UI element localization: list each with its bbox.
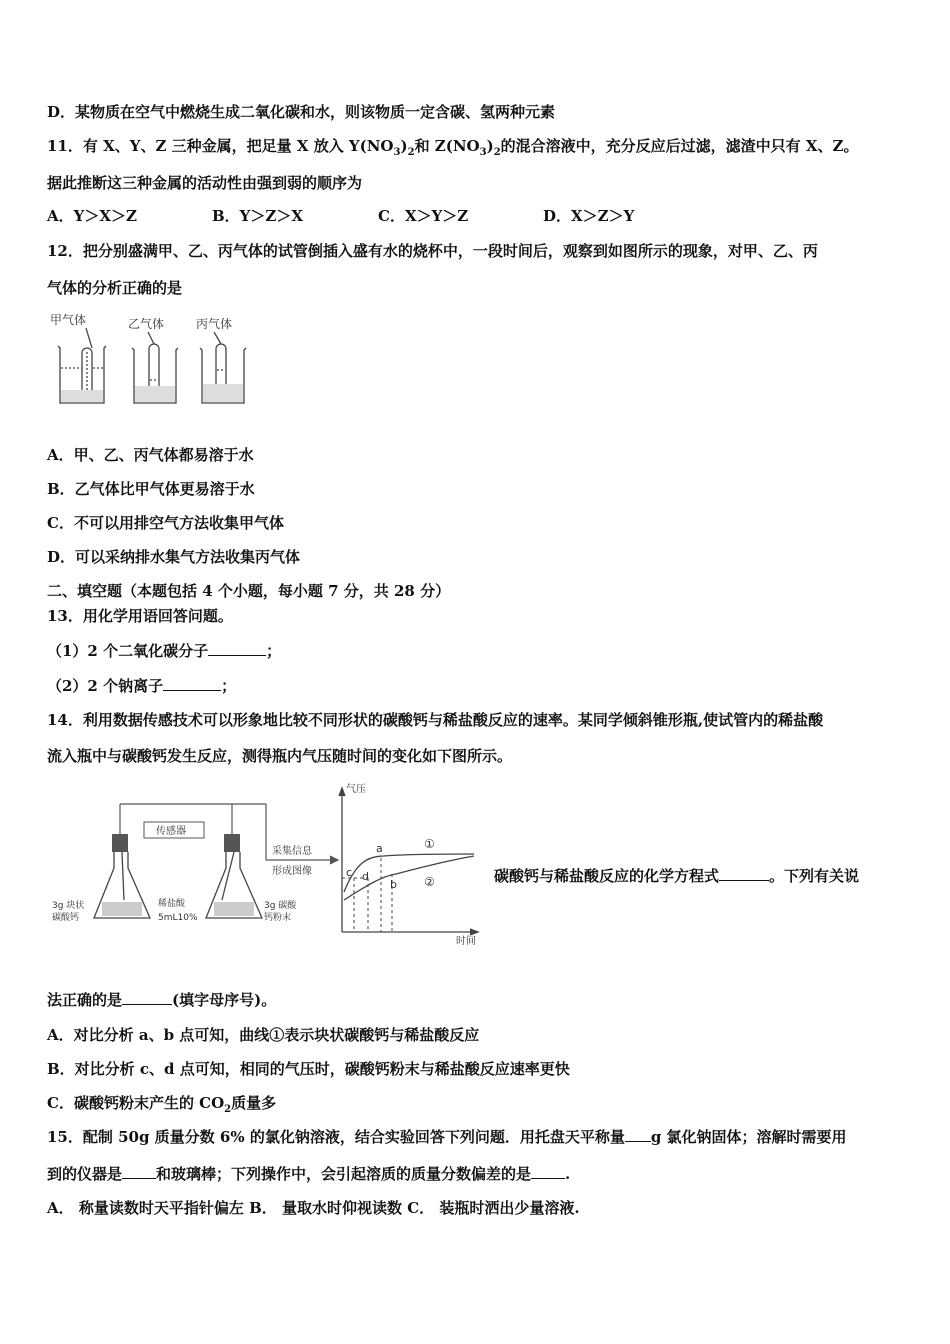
q11-stem-part: 和 Z(NO (414, 137, 480, 155)
q13-part1-blank[interactable] (208, 641, 266, 656)
q12-option-c: C．不可以用排空气方法收集甲气体 (47, 514, 284, 532)
q11-option-c: C．X＞Y＞Z (378, 207, 469, 225)
q13-part2-blank[interactable] (163, 676, 221, 691)
section2-title: 二、填空题（本题包括 4 个小题，每小题 7 分，共 28 分） (47, 582, 451, 600)
q15-stem2-c: . (565, 1165, 571, 1183)
curve-1-label: ① (424, 837, 435, 851)
q12-option-d: D．可以采纳排水集气方法收集丙气体 (47, 548, 301, 566)
q14-stem3-a: 法正确的是 (47, 991, 123, 1009)
sensor-label: 传感器 (156, 826, 186, 837)
q14-apparatus-figure (46, 782, 486, 947)
q13-part2 (47, 676, 236, 696)
q11-sub: 2 (493, 147, 501, 158)
q11-option-d: D．X＞Z＞Y (543, 207, 635, 225)
q15-stem2-b: 和玻璃棒；下列操作中，会引起溶质的质量分数偏差的是 (156, 1165, 532, 1183)
flask-right-label-1: 3g 碳酸 (264, 901, 297, 911)
q11-sub: 2 (407, 147, 415, 158)
q15-stem1-a: 15．配制 50g 质量分数 6% 的氯化钠溶液，结合实验回答下列问题．用托盘天平称量 (47, 1128, 625, 1146)
q14-option-b: B．对比分析 c、d 点可知，相同的气压时，碳酸钙粉末与稀盐酸反应速率更快 (47, 1060, 570, 1078)
q11-sub: 3 (393, 147, 401, 158)
q15-stem-line2 (47, 1164, 570, 1184)
q12-stem-line2: 气体的分析正确的是 (47, 279, 183, 297)
q11-option-a: A．Y＞X＞Z (47, 207, 137, 225)
arrow-label-2: 形成图像 (272, 866, 312, 877)
beaker-jia (58, 328, 106, 403)
q13-part1 (47, 641, 281, 661)
curve-2-label: ② (424, 875, 435, 889)
q14-side-text-b: 。下列有关说 (769, 867, 860, 885)
beaker-bing (200, 332, 246, 403)
q14-side-text (494, 866, 859, 886)
q11-stem-part: 11．有 X、Y、Z 三种金属，把足量 X 放入 Y(NO (47, 137, 394, 155)
q13-part1-text: （1）2 个二氧化碳分子 (47, 642, 209, 660)
q14-stem-line1: 14．利用数据传感技术可以形象地比较不同形状的碳酸钙与稀盐酸反应的速率。某同学倾斜锥形瓶,使试管内的稀盐酸 (47, 711, 824, 729)
q15-mass-blank[interactable] (625, 1127, 651, 1142)
q14-option-a: A．对比分析 a、b 点可知，曲线①表示块状碳酸钙与稀盐酸反应 (47, 1026, 480, 1044)
q12-option-b: B．乙气体比甲气体更易溶于水 (47, 480, 255, 498)
q15-options: A． 称量读数时天平指针偏左 B． 量取水时仰视读数 C． 装瓶时洒出少量溶液. (47, 1199, 580, 1217)
q14-option-c-b: 质量多 (231, 1094, 277, 1112)
q12-gas-beakers-figure (46, 308, 256, 413)
flask-left-label-2: 碳酸钙 (52, 913, 80, 923)
q13-part1-end: ； (266, 642, 282, 660)
q14-option-c-sub: 2 (224, 1104, 232, 1115)
y-axis-label: 气压 (346, 784, 366, 795)
q11-stem-part: 的混合溶液中，充分反应后过滤，滤渣中只有 X、Z。 (500, 137, 859, 155)
q15-stem1-b: g 氯化钠固体；溶解时需要用 (650, 1128, 847, 1146)
q15-stem2-a: 到的仪器是 (47, 1165, 123, 1183)
point-b: b (390, 878, 397, 891)
q15-stem-line1 (47, 1127, 847, 1147)
point-a: a (376, 842, 383, 855)
q14-option-c (47, 1093, 276, 1120)
point-d: d (362, 870, 369, 883)
q15-instrument-blank[interactable] (122, 1164, 156, 1179)
flask-right (206, 834, 262, 918)
q14-stem3-b: (填字母序号)。 (172, 991, 277, 1009)
q12-label-bing: 丙气体 (196, 317, 233, 331)
q11-option-b: B．Y＞Z＞X (212, 207, 303, 225)
q12-option-a: A．甲、乙、丙气体都易溶于水 (47, 446, 254, 464)
x-axis-label: 时间 (456, 936, 476, 947)
q11-sub: 3 (479, 147, 487, 158)
q12-label-yi: 乙气体 (128, 317, 165, 331)
q11-options (47, 206, 634, 226)
q12-stem-line1: 12．把分别盛满甲、乙、丙气体的试管倒插入盛有水的烧杯中，一段时间后，观察到如图所示的现象，对甲、乙、丙 (47, 242, 818, 260)
q13-part2-end: ； (221, 677, 237, 695)
q14-side-text-a: 碳酸钙与稀盐酸反应的化学方程式 (494, 867, 720, 885)
pressure-time-graph (339, 788, 478, 935)
q11-stem-line2: 据此推断这三种金属的活动性由强到弱的顺序为 (47, 174, 363, 192)
q12-label-jia: 甲气体 (50, 313, 87, 327)
q13-part2-text: （2）2 个钠离子 (47, 677, 164, 695)
q14-equation-blank[interactable] (719, 866, 769, 881)
arrow-label-1: 采集信息 (272, 846, 312, 857)
q14-answer-blank[interactable] (122, 990, 172, 1005)
flask-right-label-2: 钙粉末 (264, 913, 292, 923)
flask-left (94, 834, 150, 918)
flask-left-label-1: 3g 块状 (52, 901, 85, 911)
q15-error-blank[interactable] (531, 1164, 565, 1179)
q13-stem: 13．用化学用语回答问题。 (47, 607, 233, 625)
acid-label-2: 5mL10% (158, 913, 198, 923)
q14-option-c-a: C．碳酸钙粉末产生的 CO (47, 1094, 225, 1112)
q14-stem-line3 (47, 990, 276, 1010)
q14-stem-line2: 流入瓶中与碳酸钙发生反应，测得瓶内气压随时间的变化如下图所示。 (47, 747, 513, 765)
point-c: c (346, 866, 353, 879)
acid-label-1: 稀盐酸 (158, 899, 186, 909)
q11-stem-line1: 11．有 X、Y、Z 三种金属，把足量 X 放入 $Y(NO_3)_2$和 $Z(NO_3)_2$的混合溶液中，充分反应后过滤，滤渣中只有 X、Z。 (47, 137, 859, 158)
beaker-yi (132, 332, 178, 403)
q10-option-d: D．某物质在空气中燃烧生成二氧化碳和水，则该物质一定含碳、氢两种元素 (47, 103, 556, 121)
